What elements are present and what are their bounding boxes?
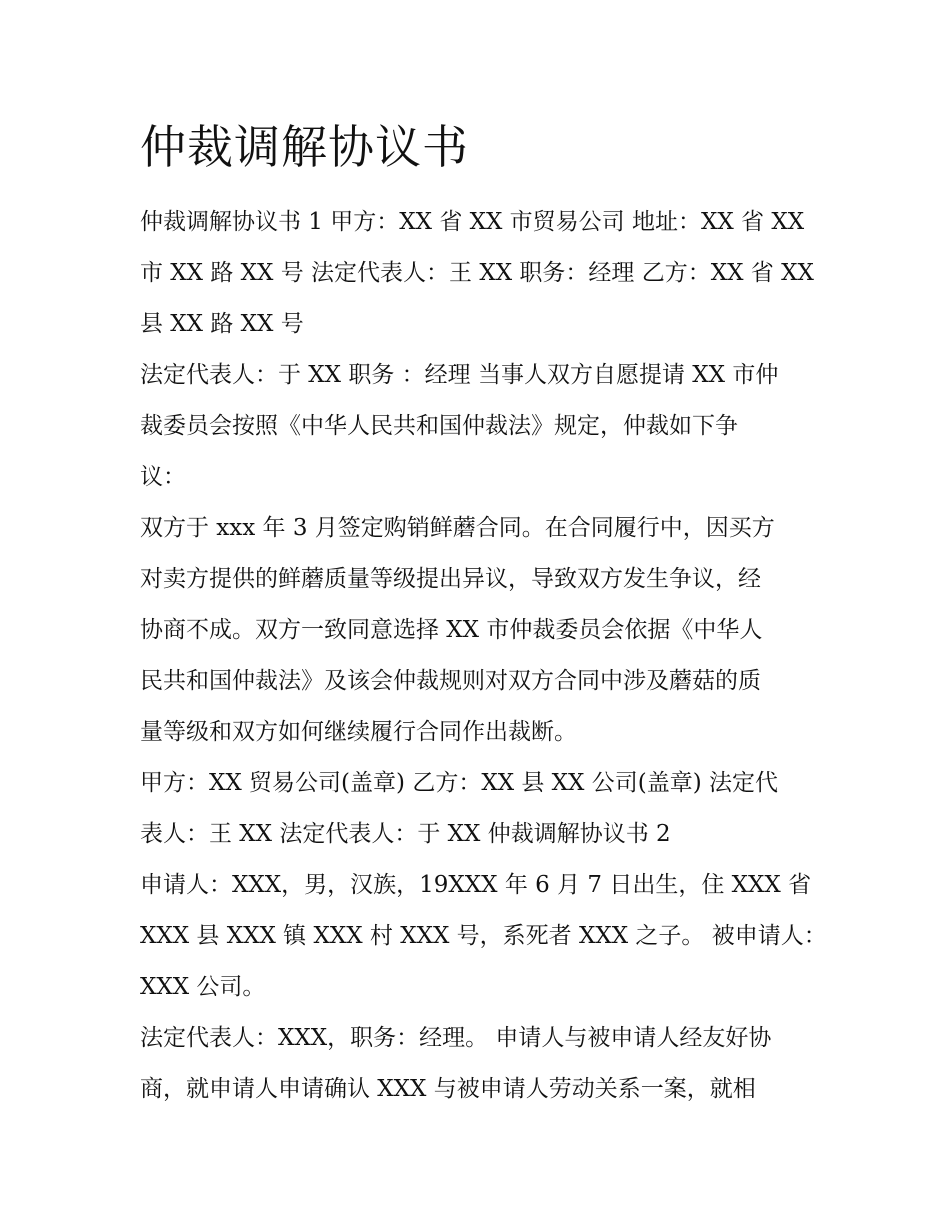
document-title: 仲裁调解协议书 [140,120,469,174]
body-line: XXX 公司。 [140,974,266,1000]
body-line: 商，就申请人申请确认 XXX 与被申请人劳动关系一案，就相 [140,1076,756,1102]
body-line: 裁委员会按照《中华人民共和国仲裁法》规定，仲裁如下争 [140,413,738,439]
body-line: 甲方：XX 贸易公司(盖章) 乙方：XX 县 XX 公司(盖章) 法定代 [140,770,779,796]
body-line: 协商不成。双方一致同意选择 XX 市仲裁委员会依据《中华人 [140,617,763,643]
body-line: 法定代表人：XXX，职务：经理。 申请人与被申请人经友好协 [140,1025,772,1051]
body-line: 县 XX 路 XX 号 [140,311,304,337]
body-line: 表人：王 XX 法定代表人：于 XX 仲裁调解协议书 2 [140,821,671,847]
body-line: 市 XX 路 XX 号 法定代表人：王 XX 职务：经理 乙方：XX 省 XX [140,260,814,286]
body-line: 仲裁调解协议书 1 甲方：XX 省 XX 市贸易公司 地址：XX 省 XX [140,209,805,235]
body-line: 民共和国仲裁法》及该会仲裁规则对双方合同中涉及蘑菇的质 [140,668,761,694]
body-line: 申请人：XXX，男，汉族，19XXX 年 6 月 7 日出生，住 XXX 省 [140,872,812,898]
body-line: 量等级和双方如何继续履行合同作出裁断。 [140,719,577,745]
body-line: XXX 县 XXX 镇 XXX 村 XXX 号，系死者 XXX 之子。 被申请人： [140,923,827,949]
body-line: 双方于 xxx 年 3 月签定购销鲜蘑合同。在合同履行中，因买方 [140,515,775,541]
body-line: 法定代表人：于 XX 职务 ：经理 当事人双方自愿提请 XX 市仲 [140,362,779,388]
body-line: 议： [140,464,186,490]
body-line: 对卖方提供的鲜蘑质量等级提出异议，导致双方发生争议，经 [140,566,761,592]
